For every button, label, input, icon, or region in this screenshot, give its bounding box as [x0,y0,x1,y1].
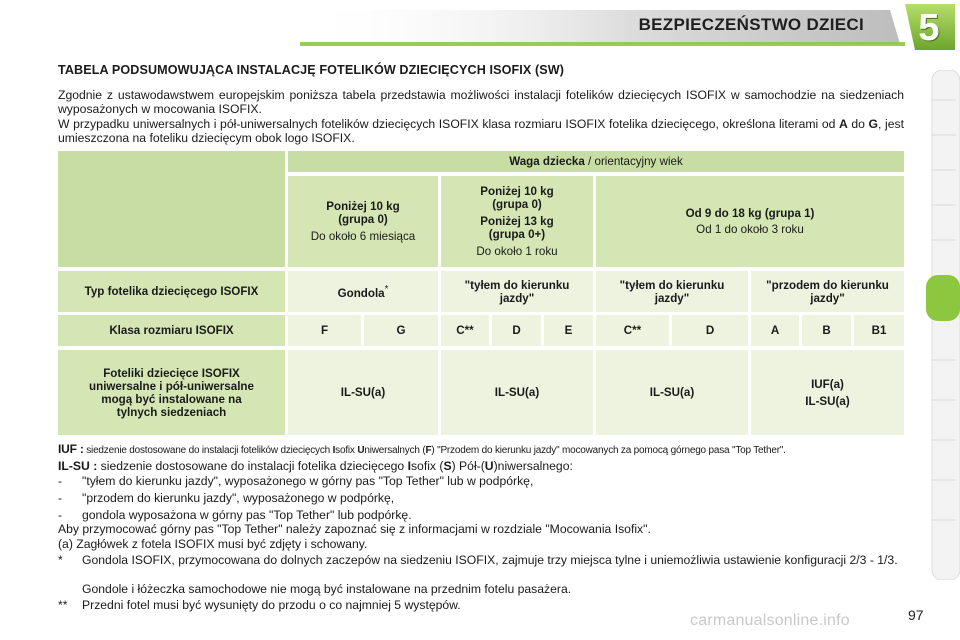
ilsu-text-2: sofix ( [410,459,444,473]
weight-header [288,151,904,172]
class-cell: E [544,315,593,346]
type-rear-facing-1: "tyłem do kierunku jazdy" [441,271,593,312]
dash-item-2: "przodem do kierunku jazdy", wyposażonego w podpórkę, [82,491,395,505]
group-0-age: Do około 6 miesiąca [310,230,416,243]
dash-bullet: - [58,474,63,488]
table-title: TABELA PODSUMOWUJĄCA INSTALACJĘ FOTELIKÓW DZIECIĘCYCH ISOFIX (SW) [58,63,565,77]
group-0-title: Poniżej 10 kg (grupa 0) [326,200,400,226]
ilsu-letter-s: S [443,459,452,473]
type-forward-facing: "przodem do kierunku jazdy" [751,271,904,312]
iuf-text-1: siedzenie dostosowane do instalacji fotelików dziecięcych [83,445,333,456]
class-cell: F [288,315,361,346]
watermark: carmanualsonline.info [690,612,850,629]
seats-ilsu: IL-SU(a) [805,394,850,408]
group-0-header [288,176,438,267]
dash-bullet: - [58,508,63,522]
type-rear-facing-2: "tyłem do kierunku jazdy" [596,271,748,312]
intro-p2-letter-a: A [838,117,848,131]
star-footnote-text-2: Gondole i łóżeczka samochodowe nie mogą być instalowane na przednim fotelu pasażera. [82,582,572,596]
gondola-star: * [384,284,389,296]
group-0plus-title-1: Poniżej 10 kg (grupa 0) [480,185,554,211]
ilsu-letter-i: I [407,459,411,473]
iuf-text-3: niwersalnych ( [364,445,426,456]
headrest-note: (a) Zagłówek z fotela ISOFIX musi być zdjęty i schowany. [58,537,368,551]
page-header [0,0,960,56]
dash-item-3: gondola wyposażona w górny pas "Top Tether" lub podpórkę. [82,508,412,522]
iuf-letter-f: F [425,445,432,456]
group-0plus-title-2: Poniżej 13 kg (grupa 0+) [480,215,554,241]
intro-p2-text-a: W przypadku uniwersalnych i pół-uniwersalnych fotelików dziecięcych ISOFIX klasa rozmiaru ISOFIX fotelika dziecięcego, określona literami od [58,117,839,131]
page-number: 97 [908,607,924,623]
double-star-footnote-symbol: ** [58,598,68,612]
group-1-title: Od 9 do 18 kg (grupa 1) [685,207,815,220]
class-cell: D [492,315,541,346]
class-cell: C** [441,315,489,346]
seats-group-0: IL-SU(a) [288,350,438,435]
type-gondola-text: Gondola [337,286,385,300]
iuf-label: IUF : [58,442,84,456]
ilsu-letter-u: U [484,459,494,473]
row-type-label: Typ fotelika dziecięcego ISOFIX [58,271,285,312]
ilsu-text-4: )niwersalnego: [493,459,573,473]
ilsu-text-3: ) Pół-( [451,459,485,473]
seats-iuf: IUF(a) [811,377,844,391]
seats-group-1-rear: IL-SU(a) [596,350,748,435]
group-0plus-header [441,176,593,267]
dash-bullet: - [58,491,63,505]
iuf-letter-i: I [332,445,336,456]
weight-header-bold: Waga dziecka [509,155,585,168]
chapter-tabs [926,70,960,580]
type-gondola [288,271,438,312]
group-0plus-age: Do około 1 roku [476,245,558,258]
intro-p2-text-b: do [847,117,869,131]
class-cell: B [802,315,851,346]
intro-p2-letter-g: G [868,117,879,131]
chapter-tabs-graphic [926,70,960,580]
group-1-header [596,176,904,267]
class-cell: C** [596,315,669,346]
iuf-note [58,442,908,458]
dash-item-1: "tyłem do kierunku jazdy", wyposażonego w górny pas "Top Tether" lub w podpórkę, [82,474,534,488]
group-1-age: Od 1 do około 3 roku [696,223,804,236]
weight-header-rest: / orientacyjny wiek [584,155,683,168]
class-cell: B1 [854,315,904,346]
ilsu-label: IL-SU : [58,459,98,473]
iuf-letter-u: U [357,445,365,456]
row-seats-label: Foteliki dziecięce ISOFIX uniwersalne i pół-uniwersalne mogą być instalowane na tylnych siedzeniach [58,350,285,435]
star-footnote-symbol: * [58,553,63,567]
double-star-footnote-text: Przedni fotel musi być wysunięty do przodu o co najmniej 5 występów. [82,598,461,612]
row-class-label: Klasa rozmiaru ISOFIX [58,315,285,346]
iuf-text-4: ) "Przodem do kierunku jazdy" mocowanych za pomocą górnego pasa "Top Tether". [431,445,786,456]
intro-p2-text-c: , jest umieszczona na foteliku dziecięcym obok logo ISOFIX. [58,117,904,145]
table-corner-cell [58,151,285,267]
chapter-number: 5 [918,7,940,49]
iuf-text-2: sofix [335,445,358,456]
intro-paragraph-2 [58,117,904,145]
class-cell: D [672,315,748,346]
ilsu-note [58,459,573,473]
seats-group-0plus: IL-SU(a) [441,350,593,435]
seats-group-1-forward [751,350,904,435]
class-cell: G [364,315,438,346]
ilsu-text-1: siedzenie dostosowane do instalacji fotelika dziecięcego [97,459,408,473]
top-tether-note: Aby przymocować górny pas "Top Tether" należy zapoznać się z informacjami w rozdziale "Mocowania Isofix". [58,522,651,536]
section-title: BEZPIECZEŃSTWO DZIECI [638,15,864,34]
class-cell: A [751,315,799,346]
intro-paragraph-1: Zgodnie z ustawodawstwem europejskim poniższa tabela przedstawia możliwości instalacji fotelików dziecięcych ISOFIX w samochodzie na siedzeniach wyposażonych w mocowania ISOFIX. [58,88,904,116]
star-footnote-text: Gondola ISOFIX, przymocowana do dolnych zaczepów na siedzeniu ISOFIX, zajmuje trzy miejsca tylne i uniemożliwia ustawienie konfiguracji 2/3 - 1/3. [82,553,898,567]
